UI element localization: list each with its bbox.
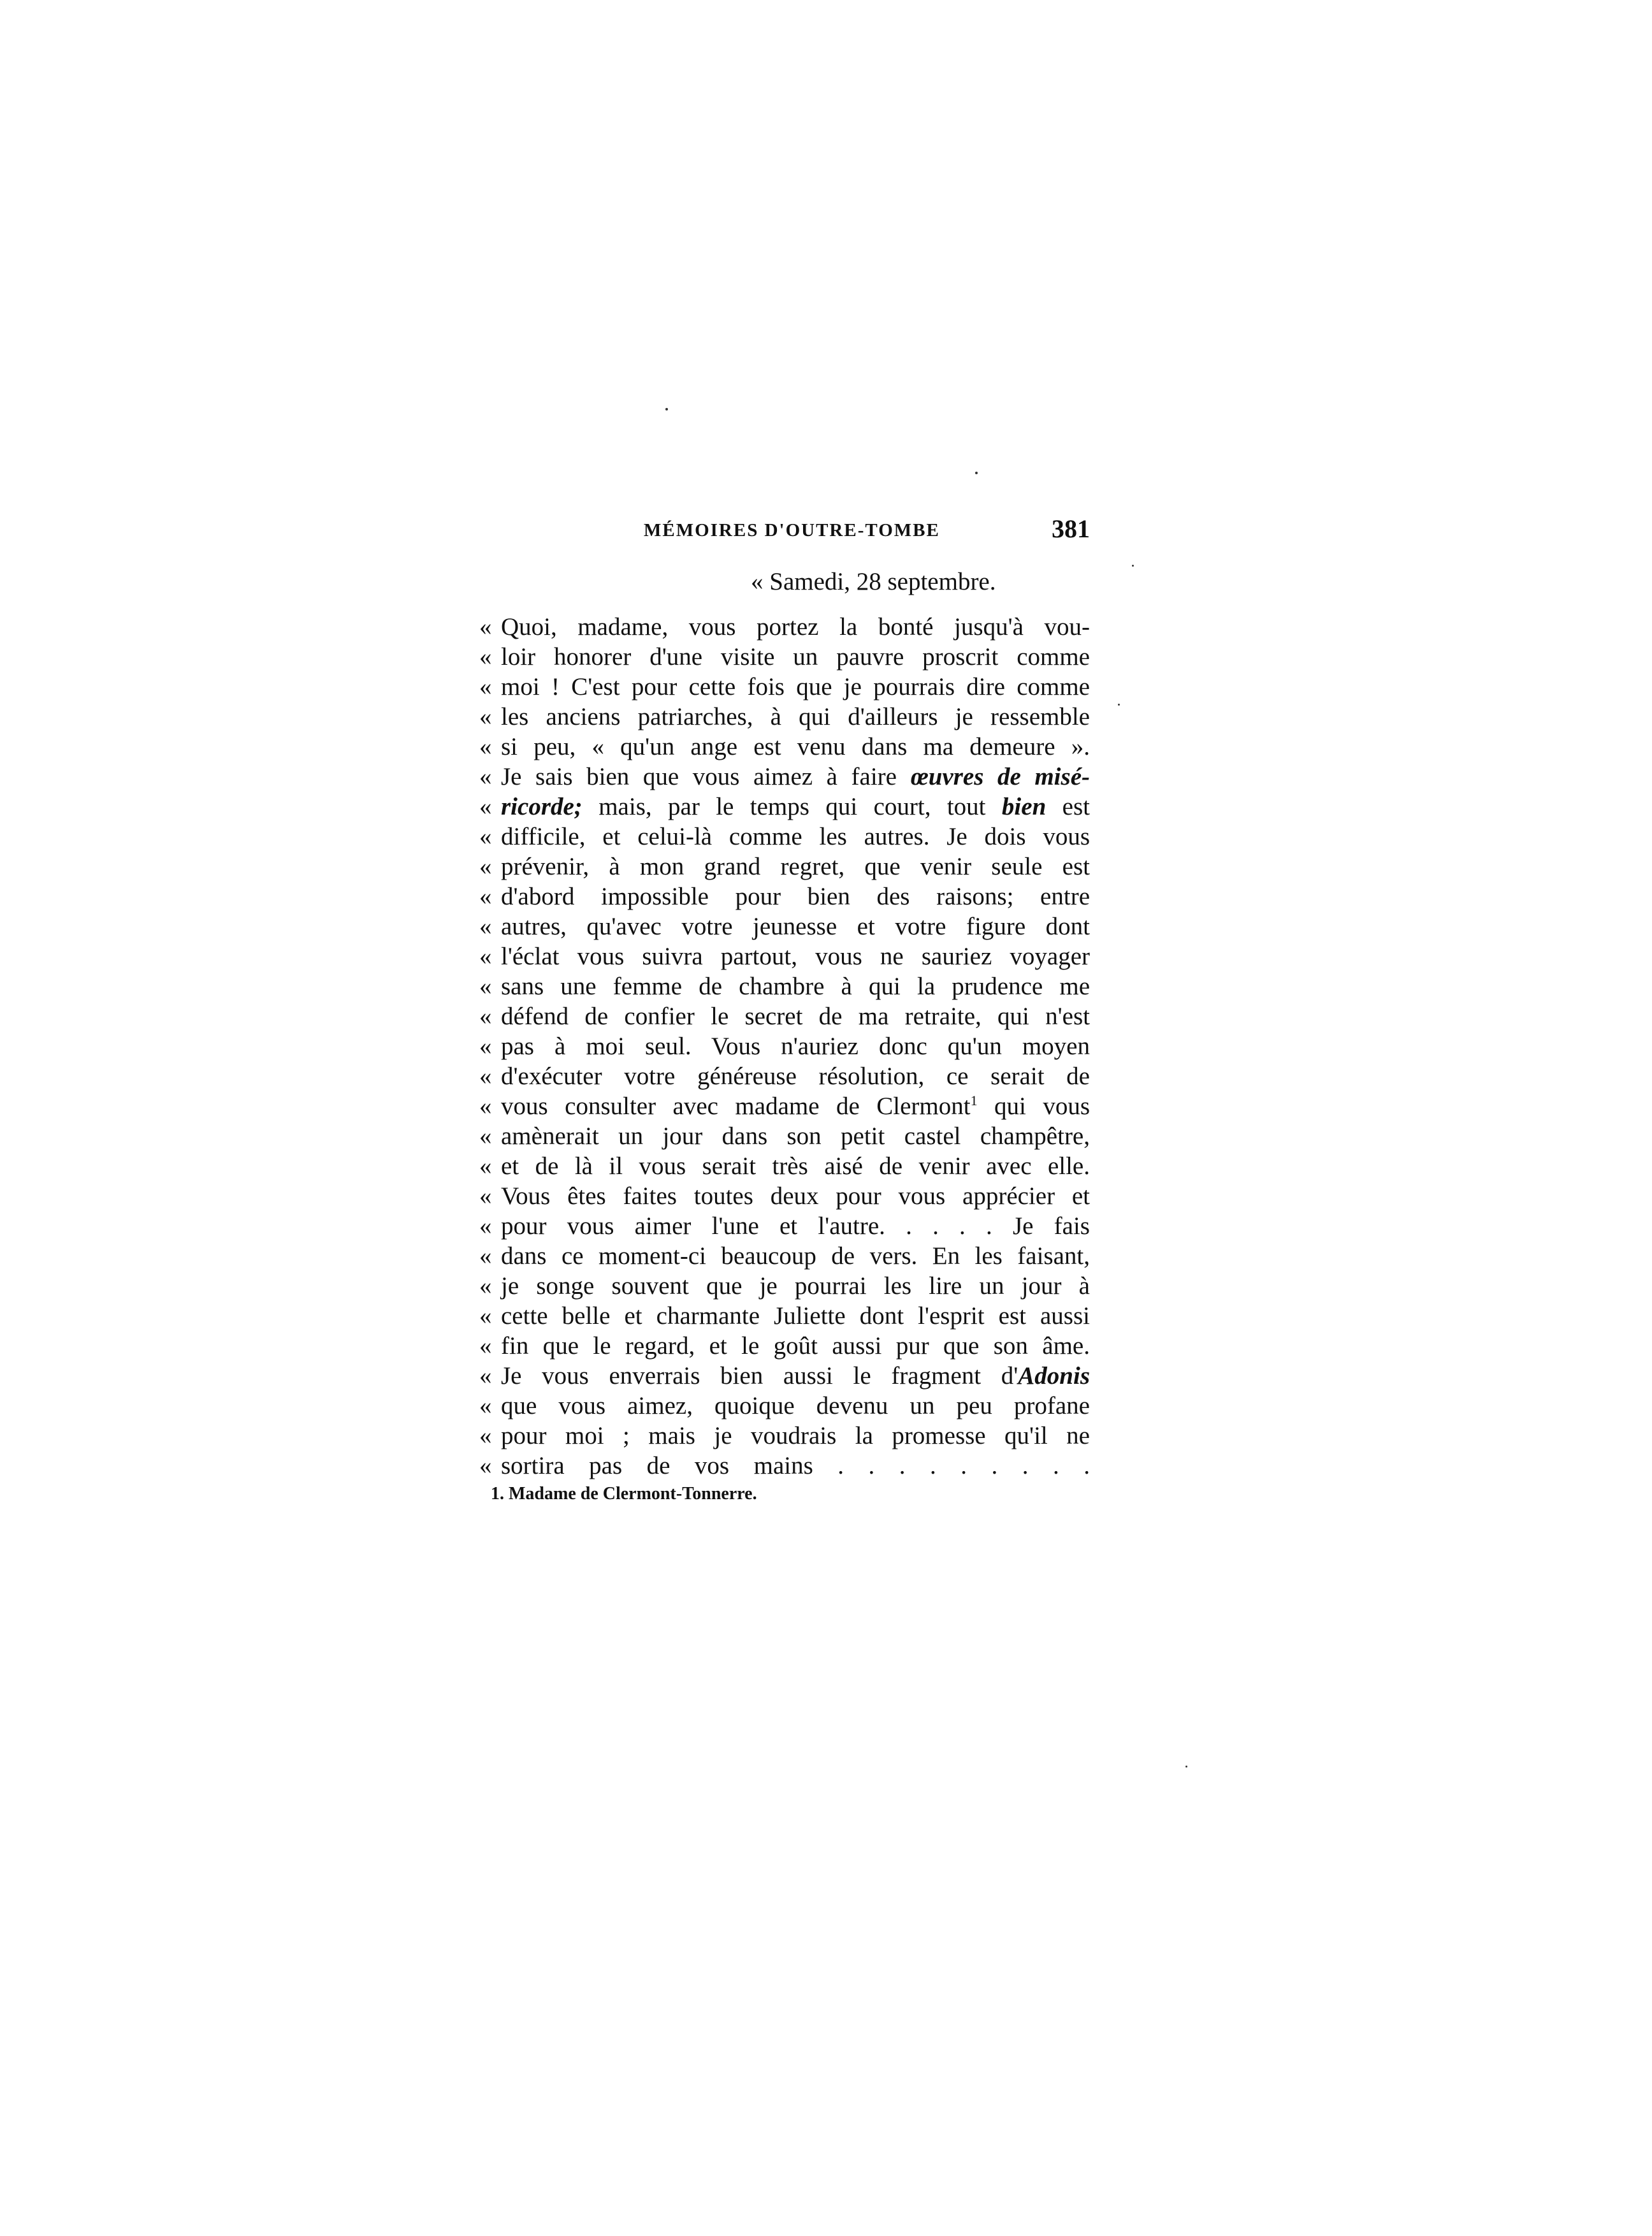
letter-body bbox=[479, 612, 1090, 1481]
text-line bbox=[479, 762, 1090, 792]
line-text: autres, qu'avec votre jeunesse et votre figure dont bbox=[501, 913, 1090, 940]
text-line bbox=[479, 852, 1090, 882]
scan-speck bbox=[665, 408, 668, 410]
line-text: d'abord impossible pour bien des raisons; entre bbox=[501, 883, 1090, 910]
text-line bbox=[479, 1211, 1090, 1241]
quote-mark: « bbox=[479, 1302, 492, 1330]
line-text: loir honorer d'une visite un pauvre proscrit comme bbox=[501, 643, 1090, 671]
italic-title: Adonis bbox=[1018, 1362, 1090, 1390]
text-line bbox=[479, 1181, 1090, 1211]
text-line bbox=[479, 1361, 1090, 1391]
text-line bbox=[479, 672, 1090, 702]
quote-mark: « bbox=[479, 1063, 492, 1090]
quote-mark: « bbox=[479, 1182, 492, 1210]
quote-mark: « bbox=[479, 703, 492, 730]
text-line bbox=[479, 1331, 1090, 1361]
quote-mark: « bbox=[479, 883, 492, 910]
line-text: Quoi, madame, vous portez la bonté jusqu'à vou- bbox=[501, 613, 1090, 641]
quote-mark: « bbox=[479, 943, 492, 970]
line-text: moi ! C'est pour cette fois que je pourrais dire comme bbox=[501, 673, 1090, 701]
text-line bbox=[479, 822, 1090, 852]
line-text: difficile, et celui-là comme les autres. Je dois vous bbox=[501, 823, 1090, 850]
line-text: Je vous enverrais bien aussi le fragment d' bbox=[501, 1362, 1018, 1390]
line-text: d'exécuter votre généreuse résolution, ce serait de bbox=[501, 1063, 1090, 1090]
quote-mark: « bbox=[479, 1093, 492, 1120]
letter-dateline: « Samedi, 28 septembre. bbox=[751, 568, 996, 595]
line-text: cette belle et charmante Juliette dont l'esprit est aussi bbox=[501, 1302, 1090, 1330]
quote-mark: « bbox=[479, 1422, 492, 1449]
text-line bbox=[479, 792, 1090, 822]
text-line bbox=[479, 1271, 1090, 1301]
quote-mark: « bbox=[479, 1212, 492, 1240]
text-line bbox=[479, 1301, 1090, 1331]
quote-mark: « bbox=[479, 733, 492, 760]
line-text: prévenir, à mon grand regret, que venir seule est bbox=[501, 853, 1090, 880]
line-text: l'éclat vous suivra partout, vous ne sauriez voyager bbox=[501, 943, 1090, 970]
quote-mark: « bbox=[479, 1033, 492, 1060]
scan-speck bbox=[1118, 704, 1120, 706]
text-line bbox=[479, 1451, 1090, 1481]
line-text: pour vous aimer l'une et l'autre. . . . . Je fais bbox=[501, 1212, 1090, 1240]
quote-mark: « bbox=[479, 613, 492, 641]
line-text: est bbox=[1046, 793, 1090, 820]
quote-mark: « bbox=[479, 1003, 492, 1030]
line-text: les anciens patriarches, à qui d'ailleurs je ressemble bbox=[501, 703, 1090, 730]
text-line bbox=[479, 642, 1090, 672]
text-line bbox=[479, 882, 1090, 911]
line-text: et de là il vous serait très aisé de venir avec elle. bbox=[501, 1152, 1090, 1180]
page-number: 381 bbox=[1052, 514, 1090, 543]
quote-mark: « bbox=[479, 1392, 492, 1419]
quote-mark: « bbox=[479, 913, 492, 940]
quote-mark: « bbox=[479, 1242, 492, 1270]
quote-mark: « bbox=[479, 1452, 492, 1479]
page-header bbox=[644, 514, 1090, 552]
text-line bbox=[479, 702, 1090, 732]
line-text: si peu, « qu'un ange est venu dans ma demeure ». bbox=[501, 733, 1090, 760]
footnote: 1. Madame de Clermont-Tonnerre. bbox=[491, 1484, 757, 1504]
line-text: vous consulter avec madame de Clermont bbox=[501, 1093, 971, 1120]
quote-mark: « bbox=[479, 823, 492, 850]
line-text: Vous êtes faites toutes deux pour vous apprécier et bbox=[501, 1182, 1090, 1210]
quote-mark: « bbox=[479, 1272, 492, 1300]
text-line bbox=[479, 1121, 1090, 1151]
line-text: pour moi ; mais je voudrais la promesse qu'il ne bbox=[501, 1422, 1090, 1449]
text-line bbox=[479, 612, 1090, 642]
quote-mark: « bbox=[479, 793, 492, 820]
line-text: fin que le regard, et le goût aussi pur que son âme. bbox=[501, 1332, 1090, 1360]
line-text: que vous aimez, quoique devenu un peu profane bbox=[501, 1392, 1090, 1419]
line-text: mais, par le temps qui court, tout bbox=[582, 793, 1002, 820]
text-line bbox=[479, 941, 1090, 971]
line-text: dans ce moment-ci beaucoup de vers. En les faisant, bbox=[501, 1242, 1090, 1270]
text-line bbox=[479, 1241, 1090, 1271]
text-line bbox=[479, 1151, 1090, 1181]
line-text: Je sais bien que vous aimez à faire bbox=[501, 763, 911, 790]
quote-mark: « bbox=[479, 643, 492, 671]
text-line bbox=[479, 1031, 1090, 1061]
line-text: je songe souvent que je pourrai les lire un jour à bbox=[501, 1272, 1090, 1300]
text-line bbox=[479, 1091, 1090, 1121]
line-text: qui vous bbox=[977, 1093, 1090, 1120]
text-line bbox=[479, 1421, 1090, 1451]
line-text: sans une femme de chambre à qui la prudence me bbox=[501, 973, 1090, 1000]
scan-speck bbox=[975, 472, 978, 474]
quote-mark: « bbox=[479, 763, 492, 790]
italic-phrase: ricorde; bbox=[501, 793, 583, 820]
italic-phrase: œuvres de misé- bbox=[910, 763, 1090, 790]
text-line bbox=[479, 971, 1090, 1001]
line-text: défend de confier le secret de ma retraite, qui n'est bbox=[501, 1003, 1090, 1030]
quote-mark: « bbox=[479, 1332, 492, 1360]
italic-word: bien bbox=[1001, 793, 1047, 820]
quote-mark: « bbox=[479, 1152, 492, 1180]
footnote-marker: 1 bbox=[970, 1093, 978, 1108]
scan-speck bbox=[1132, 565, 1134, 567]
quote-mark: « bbox=[479, 1362, 492, 1390]
quote-mark: « bbox=[479, 1122, 492, 1150]
line-text: sortira pas de vos mains . . . . . . . . . bbox=[501, 1452, 1090, 1479]
text-line bbox=[479, 732, 1090, 762]
text-line bbox=[479, 911, 1090, 941]
line-text: amènerait un jour dans son petit castel champêtre, bbox=[501, 1122, 1090, 1150]
line-text: pas à moi seul. Vous n'auriez donc qu'un moyen bbox=[501, 1033, 1090, 1060]
scan-speck bbox=[1185, 1766, 1187, 1768]
running-title: MÉMOIRES D'OUTRE-TOMBE bbox=[644, 520, 940, 541]
text-line bbox=[479, 1001, 1090, 1031]
text-line bbox=[479, 1391, 1090, 1421]
quote-mark: « bbox=[479, 673, 492, 701]
text-line bbox=[479, 1061, 1090, 1091]
quote-mark: « bbox=[479, 853, 492, 880]
quote-mark: « bbox=[479, 973, 492, 1000]
